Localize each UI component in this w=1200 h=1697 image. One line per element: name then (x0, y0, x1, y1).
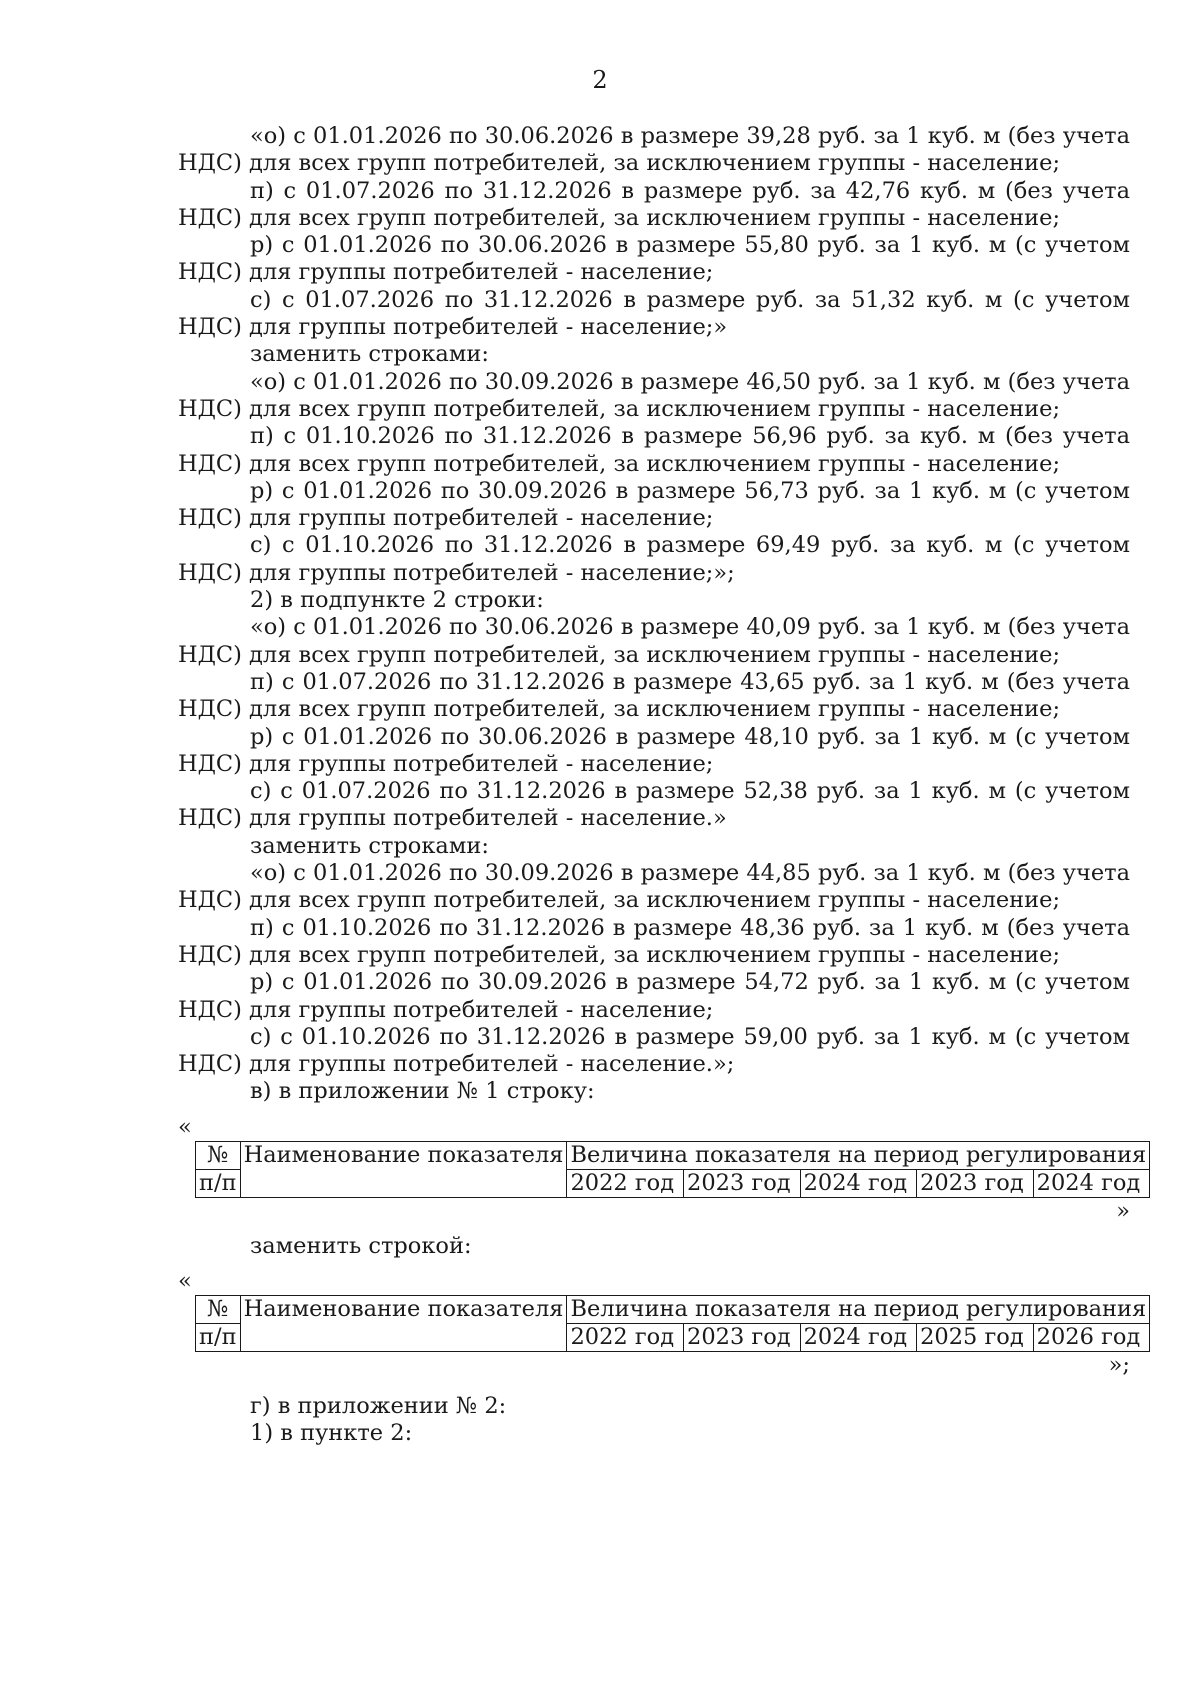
table2-open-quote: « (178, 1267, 192, 1294)
tail-paragraph: г) в приложении № 2: (250, 1392, 507, 1419)
amendment-paragraph: р) с 01.01.2026 по 30.09.2026 в размере 56,73 руб. за 1 куб. м (с учетом НДС) для группы потребителей - население; (178, 477, 1130, 532)
indicator-table-old (195, 1141, 1150, 1198)
amendment-paragraph: «о) с 01.01.2026 по 30.06.2026 в размере 39,28 руб. за 1 куб. м (без учета НДС) для всех групп потребителей, за исключением группы - население; (178, 123, 1130, 177)
table1-close-quote: » (1116, 1197, 1130, 1224)
tail-paragraph: 1) в пункте 2: (250, 1420, 413, 1447)
table2-year-cell: 2025 год (917, 1323, 1034, 1351)
amendment-paragraph: р) с 01.01.2026 по 30.09.2026 в размере 54,72 руб. за 1 куб. м (с учетом НДС) для группы потребителей - население; (178, 969, 1130, 1023)
table1-year-cell: 2024 год (800, 1169, 917, 1197)
table1-year-cell: 2023 год (917, 1169, 1034, 1197)
table1-num-sub: п/п (196, 1169, 241, 1197)
amendment-paragraph: с) с 01.07.2026 по 31.12.2026 в размере руб. за 51,32 куб. м (с учетом НДС) для группы потребителей - население;» (178, 286, 1130, 341)
amendment-paragraph: «о) с 01.01.2026 по 30.06.2026 в размере 40,09 руб. за 1 куб. м (без учета НДС) для всех групп потребителей, за исключением группы - население; (178, 614, 1130, 668)
amendment-paragraph: «о) с 01.01.2026 по 30.09.2026 в размере 44,85 руб. за 1 куб. м (без учета НДС) для всех групп потребителей, за исключением группы - население; (178, 860, 1130, 914)
table2-name-header: Наименование показателя (240, 1295, 567, 1351)
table2-value-header: Величина показателя на период регулирования (567, 1295, 1150, 1323)
table2-year-cell: 2023 год (684, 1323, 801, 1351)
replace-line: заменить строкой: (250, 1232, 472, 1259)
amendment-paragraph: с) с 01.10.2026 по 31.12.2026 в размере 59,00 руб. за 1 куб. м (с учетом НДС) для группы потребителей - население.»; (178, 1023, 1130, 1078)
table1-year-cell: 2022 год (567, 1169, 684, 1197)
table2-year-cell: 2022 год (567, 1323, 684, 1351)
table1-year-cell: 2024 год (1033, 1169, 1150, 1197)
amendment-paragraph: п) с 01.10.2026 по 31.12.2026 в размере 56,96 руб. за куб. м (без учета НДС) для всех групп потребителей, за исключением группы - население; (178, 423, 1130, 477)
amendment-paragraph: п) с 01.07.2026 по 31.12.2026 в размере 43,65 руб. за 1 куб. м (без учета НДС) для всех групп потребителей, за исключением группы - население; (178, 668, 1130, 723)
amendment-paragraph: 2) в подпункте 2 строки: (250, 587, 544, 614)
document-body (178, 123, 1147, 1448)
amendment-text-block (178, 123, 1130, 1106)
indicator-table-new (195, 1295, 1150, 1352)
amendment-paragraph: р) с 01.01.2026 по 30.06.2026 в размере 48,10 руб. за 1 куб. м (с учетом НДС) для группы потребителей - население; (178, 723, 1130, 777)
amendment-paragraph: с) с 01.07.2026 по 31.12.2026 в размере 52,38 руб. за 1 куб. м (с учетом НДС) для группы потребителей - население.» (178, 778, 1130, 832)
amendment-paragraph: заменить строками: (250, 832, 489, 859)
amendment-paragraph: р) с 01.01.2026 по 30.06.2026 в размере 55,80 руб. за 1 куб. м (с учетом НДС) для группы потребителей - население; (178, 232, 1130, 286)
table1-num-header: № (196, 1141, 241, 1169)
table1-open-quote: « (178, 1113, 192, 1140)
table2-close-quote: »; (1108, 1351, 1130, 1378)
amendment-paragraph: п) с 01.07.2026 по 31.12.2026 в размере руб. за 42,76 куб. м (без учета НДС) для всех групп потребителей, за исключением группы - население; (178, 177, 1130, 231)
amendment-paragraph: «о) с 01.01.2026 по 30.09.2026 в размере 46,50 руб. за 1 куб. м (без учета НДС) для всех групп потребителей, за исключением группы - население; (178, 368, 1130, 422)
table2-num-header: № (196, 1295, 241, 1323)
table2-year-cell: 2024 год (800, 1323, 917, 1351)
table1-year-cell: 2023 год (684, 1169, 801, 1197)
amendment-paragraph: в) в приложении № 1 строку: (250, 1078, 595, 1105)
table2-year-cell: 2026 год (1033, 1323, 1150, 1351)
table1-value-header: Величина показателя на период регулирования (567, 1141, 1150, 1169)
amendment-paragraph: п) с 01.10.2026 по 31.12.2026 в размере 48,36 руб. за 1 куб. м (без учета НДС) для всех групп потребителей, за исключением группы - население; (178, 914, 1130, 968)
page-number: 2 (592, 66, 608, 94)
amendment-paragraph: с) с 01.10.2026 по 31.12.2026 в размере 69,49 руб. за куб. м (с учетом НДС) для группы потребителей - население;»; (178, 532, 1130, 586)
table2-num-sub: п/п (196, 1323, 241, 1351)
table1-name-header: Наименование показателя (240, 1141, 567, 1197)
amendment-paragraph: заменить строками: (250, 341, 489, 368)
